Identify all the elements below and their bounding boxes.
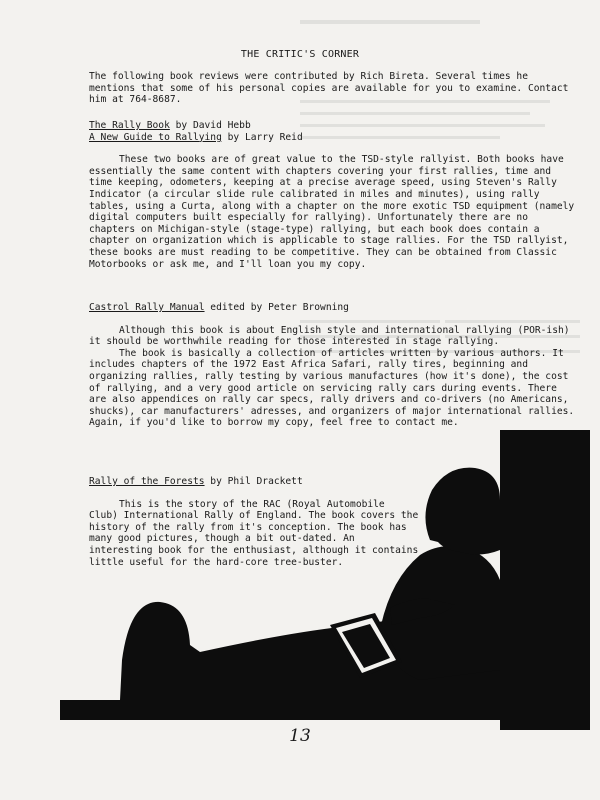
review-castrol-manual [89,302,579,429]
intro-paragraph: The following book reviews were contributed by Rich Bireta. Several times he mentions that some of his personal copies are available for you to examine. Contact him at 764-8687. [89,71,569,106]
book-title: Castrol Rally Manual [89,302,205,313]
book-author: by David Hebb [169,120,251,131]
review-heading [89,302,579,314]
reader-silhouette-illustration [60,430,590,730]
page-number: 13 [289,726,311,746]
book-author: edited by Peter Browning [204,302,349,313]
review-paragraph: This is the story of the RAC (Royal Automobile Club) International Rally of England. The book covers the history of the rally from it's conception. The book has many good pictures, though a bit out-dated. An interesting book for the enthusiast, although it contains little useful for the hard-core tree-buster. [89,498,419,568]
review-paragraph: The book is basically a collection of articles written by various authors. It includes chapters of the 1972 East Africa Safari, rally tires, beginning and organizing rallies, rally testing by various manufactures (how it's done), the cost of rallying, and a very good article on servicing rally cars during events. There are also appendices on rally car specs, rally drivers and co-drivers (no Americans, shucks), car manufacturers' adresses, and organizers of major international rallies. Again, if you'd like to borrow my copy, feel free to contact me. [89,347,575,429]
review-heading [89,120,579,132]
page-title: THE CRITIC'S CORNER [240,49,360,60]
review-paragraph: These two books are of great value to the TSD-style rallyist. Both books have essentially the same content with chapters covering your first rallies, time and time keeping, odometers, keeping at a precise average speed, using Steven's Rally Indicator (a circular slide rule calibrated in miles and minutes), using rally tables, using a Curta, along with a chapter on the more exotic TSD equipment (namely digital computers built especially for rallying). Unfortunately there are no chapters on Michigan-style (stage-type) rallying, but each book does contain a chapter on organization which is applicable to stage rallies. For the TSD rallyist, these books are must reading to be competitive. They can be obtained from Classic Motorbooks or ask me, and I'll loan you my copy. [89,154,575,270]
book-author: by Phil Drackett [204,476,303,487]
book-title: A New Guide to Rallying [89,131,222,143]
review-rally-book [89,120,579,270]
book-title: Rally of the Forests [89,476,205,487]
review-paragraph: Although this book is about English style and international rallying (POR-ish) it should be worthwhile reading for those interested in stage rallying. [89,324,570,348]
book-title: The Rally Book [89,120,170,131]
book-author: by Larry Reid [221,131,303,143]
review-heading [89,132,579,144]
